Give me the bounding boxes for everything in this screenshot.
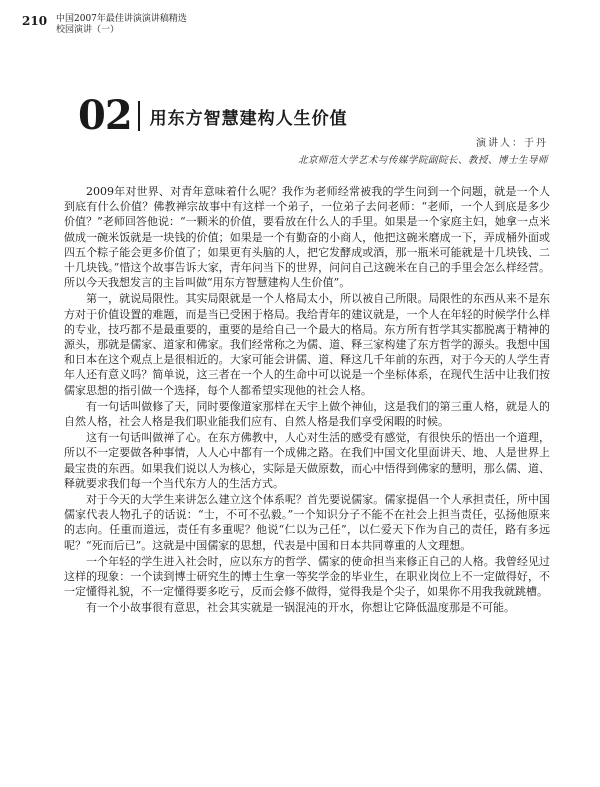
paragraph: 这有一句话叫做禅了心。在东方佛教中，人心对生活的感受有感觉，有很快乐的悟出一个道理，所以不一定要做各种事情，人人心中都有一个成佛之路。在我们中国文化里面讲天、地、人是世界上最宝贵的东西。如果我们说以人为核心，实际是天做原数，而心中悟得到佛家的慧明，那么儒、道、释就要求我们每一个当代东方人的生活方式。 <box>64 431 550 490</box>
paragraph: 一个年轻的学生进入社会时，应以东方的哲学、儒家的使命担当来修正自己的人格。我曾经见过这样的现象：一个读到博士研究生的博士生拿一等奖学金的毕业生，在职业岗位上不一定做得好，不一定懂得礼貌，不一定懂得要多吃亏，反而会修不做得，觉得我是个尖子，如果你不用我我就跳槽。 <box>64 554 550 599</box>
paragraph: 第一，就说局限性。其实局限就是一个人格局太小，所以被自己所限。局限性的东西从来不是东方对于价值设置的难题，而是当已受困于格局。我给青年的建议就是，一个人在年轻的时候学什么样的专业，技巧都不是最重要的，重要的是给自己一个最大的格局。东方所有哲学其实都脱离于精神的源头，那就是儒家、道家和佛家。我们经常称之为儒、道、释三家构建了东方哲学的源头。我想中国和日本在这个观点上是很相近的。大家可能会讲儒、道、释这几千年前的东西，对于今天的人学生青年人还有意义吗？简单说，这三者在一个人的生命中可以说是一个坐标体系，在现代生活中让我们按儒家思想的指引做一个选择，每个人都希望实现他的社会人格。 <box>64 292 550 397</box>
chapter-heading <box>78 92 348 139</box>
book-title: 中国2007年最佳讲演演讲稿精选 <box>56 14 187 24</box>
paragraph: 对于今天的大学生来讲怎么建立这个体系呢？首先要说儒家。儒家提倡一个人承担责任，所中国儒家代表人物孔子的话说：“士，不可不弘毅。”一个知识分子不能不在社会上担当责任，弘扬他原来的志向。任重而道远，责任有多重呢？他说“仁以为己任”，以仁爱天下作为自己的责任，路有多远呢？“死而后已”。这就是中国儒家的思想，代表是中国和日本共同尊重的人文理想。 <box>64 493 550 552</box>
paragraph: 有一个小故事很有意思，社会其实就是一锅混沌的开水，你想让它降低温度那是不可能。 <box>86 601 515 615</box>
header-text <box>56 14 187 36</box>
chapter-number: 02 <box>78 92 132 139</box>
page-number: 210 <box>22 14 48 28</box>
paragraph: 2009年对世界、对青年意味着什么呢？我作为老师经常被我的学生问到一个问题，就是一个人到底有什么价值？佛教禅宗故事中有这样一个弟子，一位弟子去问老师：“老师，一个人到底是多少价值？”老师回答他说：“一颗米的价值，要看放在什么人的手里。如果是一个家庭主妇，她拿一点米做成一碗米饭就是一块钱的价值；如果是一个有勤奋的小商人，他把这碗米磨成一下，弄成桶外面或四五个粽子能会更多价值了；如果更有头脑的人，把它发酵成或酒，那一瓶米可能就是十几块钱、二十几块钱。”惜这个故事告诉大家，青年问当下的世界，问问自己这碗米在自己的手里会怎么样经营。所以今天我想发言的主旨叫做“用东方智慧建构人生价值”。 <box>64 185 550 290</box>
paragraph: 有一句话叫做修了天，同时要像道家那样在天宇上做个神仙，这是我们的第三重人格，就是人的自然人格，社会人格是我们职业能我们应有、自然人格是我们享受闲暇的时候。 <box>64 399 550 429</box>
article-body <box>64 184 550 617</box>
speaker-line: 演讲人：于丹 <box>476 138 548 149</box>
chapter-divider <box>138 101 140 131</box>
speaker-affiliation: 北京师范大学艺术与传媒学院副院长、教授、博士生导师 <box>297 155 548 166</box>
section-title: 校园演讲（一） <box>56 25 120 35</box>
chapter-title: 用东方智慧建构人生价值 <box>149 108 348 129</box>
